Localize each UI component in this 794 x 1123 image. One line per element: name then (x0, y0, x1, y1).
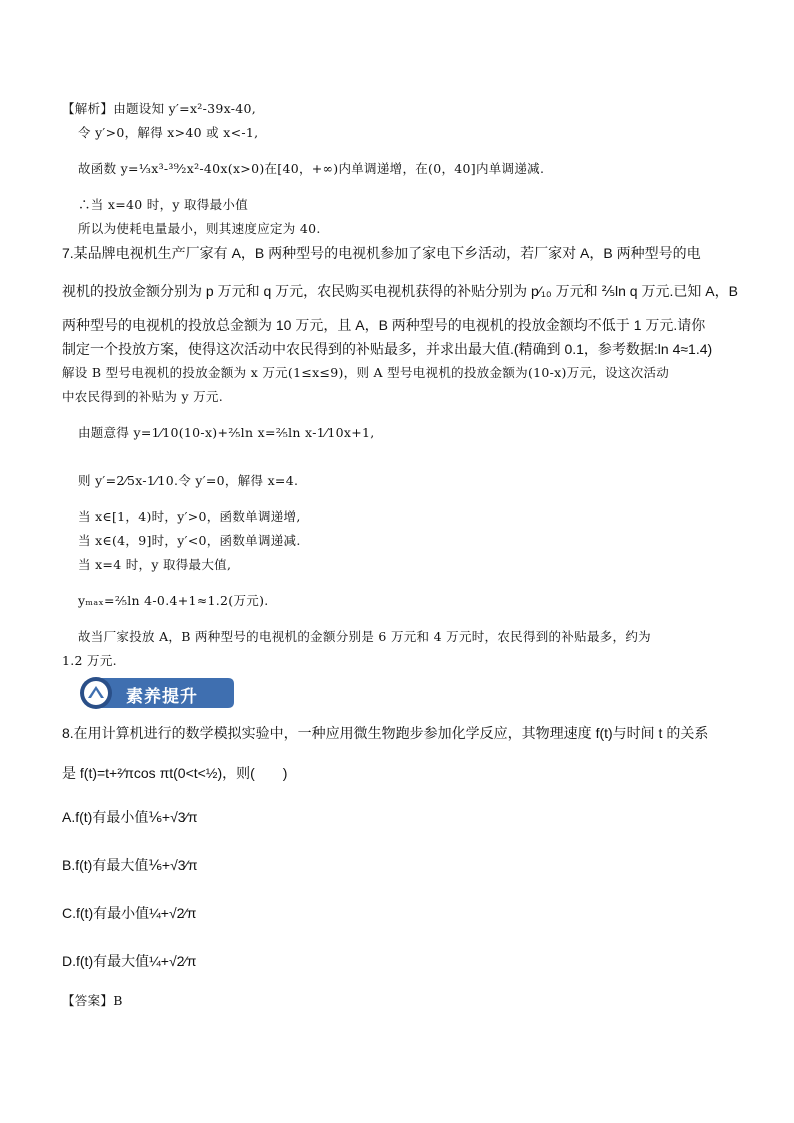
solution-7-line-7: 当 x=4 时，y 取得最大值, (78, 557, 232, 572)
question-7-line-2: 视机的投放金额分别为 p 万元和 q 万元，农民购买电视机获得的补贴分别为 p⁄₁₀ 万元和 ⅖ln q 万元.已知 A，B (62, 283, 738, 299)
solution-7-line-2: 中农民得到的补贴为 y 万元. (62, 389, 223, 404)
analysis-line-2: 令 y′>0，解得 x>40 或 x<-1, (78, 125, 259, 140)
option-a: A.f(t)有最小值⅙+√3⁄π (62, 809, 198, 825)
analysis-line-4: ∴当 x=40 时，y 取得最小值 (78, 197, 249, 212)
section-banner (78, 676, 236, 710)
solution-7-line-10: 1.2 万元. (62, 653, 117, 668)
solution-7-line-9: 故当厂家投放 A，B 两种型号的电视机的金额分别是 6 万元和 4 万元时，农民得到的补贴最多，约为 (78, 629, 651, 644)
solution-7-line-5: 当 x∈[1，4)时，y′>0，函数单调递增, (78, 509, 301, 524)
question-7-line-4: 制定一个投放方案，使得这次活动中农民得到的补贴最多，并求出最大值.(精确到 0.1，参考数据:ln 4≈1.4) (62, 341, 713, 357)
analysis-line-5: 所以为使耗电量最小，则其速度应定为 40. (78, 221, 321, 236)
question-7-line-3: 两种型号的电视机的投放总金额为 10 万元，且 A，B 两种型号的电视机的投放金额均不低于 1 万元.请你 (62, 317, 706, 333)
answer-line: 【答案】B (62, 993, 123, 1008)
question-8-line-1: 8.在用计算机进行的数学模拟实验中，一种应用微生物跑步参加化学反应，其物理速度 f(t)与时间 t 的关系 (62, 725, 709, 741)
solution-7-line-6: 当 x∈(4，9]时，y′<0，函数单调递减. (78, 533, 301, 548)
option-b: B.f(t)有最大值⅙+√3⁄π (62, 857, 198, 873)
solution-7-line-8: yₘₐₓ=⅖ln 4-0.4+1≈1.2(万元). (78, 593, 269, 608)
analysis-line-3: 故函数 y=⅓x³-³⁹⁄₂x²-40x(x>0)在[40，+∞)内单调递增，在(0，40]内单调递减. (78, 161, 545, 176)
option-d: D.f(t)有最大值¼+√2⁄π (62, 953, 197, 969)
banner-title: 素养提升 (126, 687, 198, 707)
solution-7-line-3: 由题意得 y=1⁄10(10-x)+⅖ln x=⅖ln x-1⁄10x+1, (78, 425, 375, 440)
solution-7-line-1: 解设 B 型号电视机的投放金额为 x 万元(1≤x≤9)，则 A 型号电视机的投放金额为(10-x)万元，设这次活动 (62, 365, 670, 380)
question-8-line-2: 是 f(t)=t+²⁄πcos πt(0<t<½)，则( ) (62, 765, 288, 781)
option-c: C.f(t)有最小值¼+√2⁄π (62, 905, 197, 921)
question-7-line-1: 7.某品牌电视机生产厂家有 A，B 两种型号的电视机参加了家电下乡活动，若厂家对 A，B 两种型号的电 (62, 245, 701, 261)
analysis-line-1: 【解析】由题设知 y′=x²-39x-40, (62, 101, 257, 116)
solution-7-line-4: 则 y′=2⁄5x-1⁄10.令 y′=0，解得 x=4. (78, 473, 299, 488)
